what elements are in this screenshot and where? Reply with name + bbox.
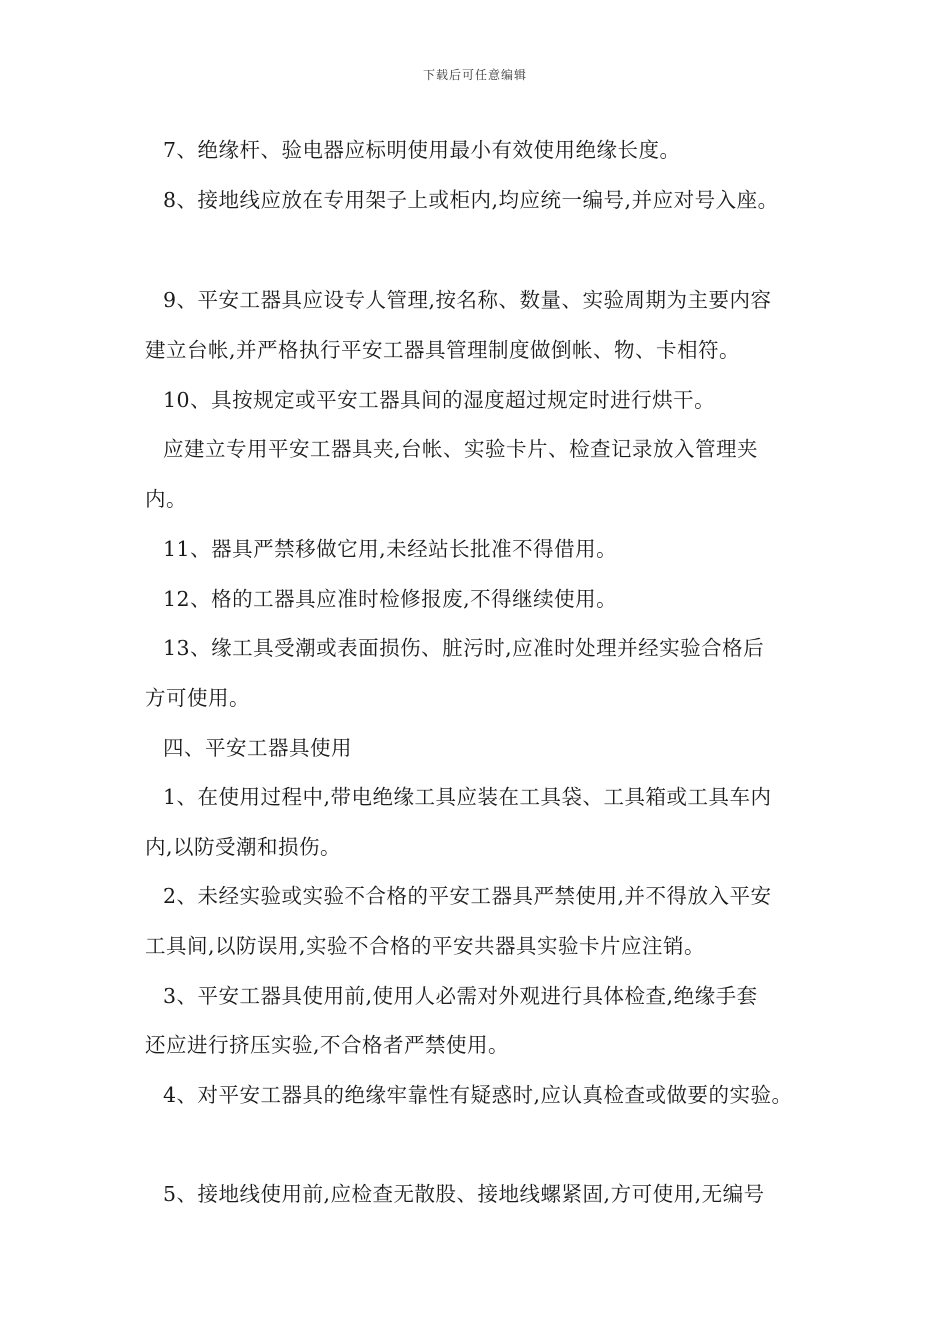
paragraph-line: 3、平安工器具使用前,使用人必需对外观进行具体检查,绝缘手套 <box>163 984 758 1008</box>
paragraph-line: 8、接地线应放在专用架子上或柜内,均应统一编号,并应对号入座。 <box>163 188 779 212</box>
paragraph-line: 应建立专用平安工器具夹,台帐、实验卡片、检查记录放入管理夹 <box>163 437 759 461</box>
paragraph-line: 11、器具严禁移做它用,未经站长批准不得借用。 <box>163 537 618 561</box>
paragraph-line: 还应进行挤压实验,不合格者严禁使用。 <box>145 1033 510 1057</box>
paragraph-line: 4、对平安工器具的绝缘牢靠性有疑惑时,应认真检查或做要的实验。 <box>163 1083 793 1107</box>
paragraph-line: 5、接地线使用前,应检查无散股、接地线螺紧固,方可使用,无编号 <box>163 1182 765 1206</box>
paragraph-line: 2、未经实验或实验不合格的平安工器具严禁使用,并不得放入平安 <box>163 884 772 908</box>
paragraph-line: 工具间,以防误用,实验不合格的平安共器具实验卡片应注销。 <box>145 934 706 958</box>
paragraph-line: 建立台帐,并严格执行平安工器具管理制度做倒帐、物、卡相符。 <box>145 338 741 362</box>
paragraph-line: 7、绝缘杆、验电器应标明使用最小有效使用绝缘长度。 <box>163 138 681 162</box>
page-header: 下载后可任意编辑 <box>422 68 527 82</box>
paragraph-line: 12、格的工器具应准时检修报废,不得继续使用。 <box>163 587 618 611</box>
paragraph-line: 方可使用。 <box>145 686 250 710</box>
paragraph-line: 1、在使用过程中,带电绝缘工具应装在工具袋、工具箱或工具车内 <box>163 785 772 809</box>
paragraph-line: 内,以防受潮和损伤。 <box>145 835 342 859</box>
section-heading: 四、平安工器具使用 <box>163 736 352 760</box>
paragraph-line: 9、平安工器具应设专人管理,按名称、数量、实验周期为主要内容 <box>163 288 772 312</box>
paragraph-line: 内。 <box>145 487 187 511</box>
paragraph-line: 10、具按规定或平安工器具间的湿度超过规定时进行烘干。 <box>163 388 716 412</box>
paragraph-line: 13、缘工具受潮或表面损伤、脏污时,应准时处理并经实验合格后 <box>163 636 765 660</box>
